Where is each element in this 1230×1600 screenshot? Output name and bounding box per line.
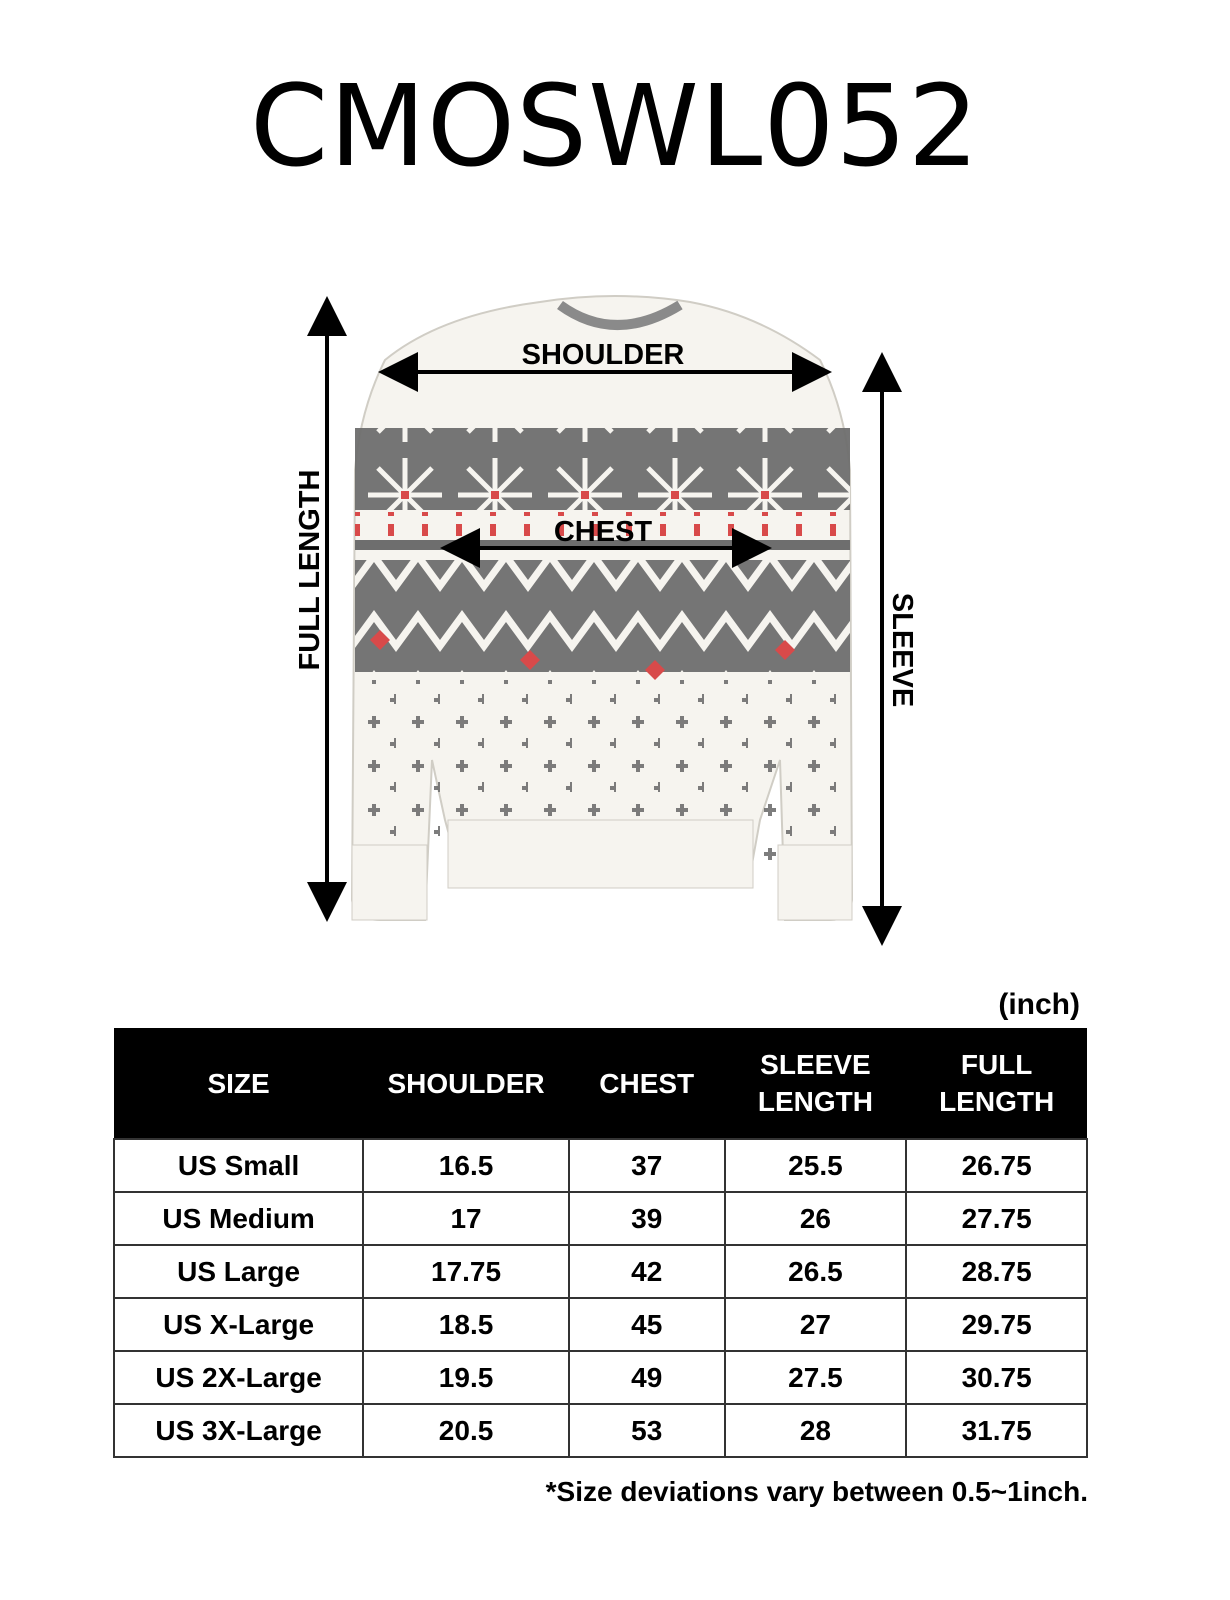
cell-sleeve-length: 28 [725, 1404, 907, 1457]
full-length-label: FULL LENGTH [294, 469, 326, 671]
cell-shoulder: 19.5 [363, 1351, 569, 1404]
header-size: SIZE [114, 1028, 363, 1139]
left-cuff [352, 845, 427, 920]
cell-size: US X-Large [114, 1298, 363, 1351]
sweater-illustration [352, 296, 852, 920]
table-row [114, 1298, 1087, 1351]
header-chest: CHEST [569, 1028, 725, 1139]
cell-full-length: 29.75 [906, 1298, 1087, 1351]
table-row [114, 1245, 1087, 1298]
product-code-title: CMOSWL052 [250, 62, 980, 192]
table-header-row [114, 1028, 1087, 1139]
cell-chest: 42 [569, 1245, 725, 1298]
cell-shoulder: 17.75 [363, 1245, 569, 1298]
cell-sleeve-length: 25.5 [725, 1139, 907, 1192]
chest-label: CHEST [553, 516, 653, 548]
cell-chest: 37 [569, 1139, 725, 1192]
cell-shoulder: 17 [363, 1192, 569, 1245]
cell-size: US Small [114, 1139, 363, 1192]
table-row [114, 1139, 1087, 1192]
size-deviation-note: *Size deviations vary between 0.5~1inch. [545, 1476, 1088, 1507]
cell-sleeve-length: 26 [725, 1192, 907, 1245]
cell-size: US Large [114, 1245, 363, 1298]
cell-size: US 2X-Large [114, 1351, 363, 1404]
cell-sleeve-length: 27 [725, 1298, 907, 1351]
size-chart-table [113, 1028, 1088, 1458]
hem-rib [448, 820, 753, 888]
header-sleeve-length: SLEEVE LENGTH [725, 1028, 907, 1139]
cell-size: US Medium [114, 1192, 363, 1245]
table-row [114, 1192, 1087, 1245]
cell-full-length: 30.75 [906, 1351, 1087, 1404]
cell-size: US 3X-Large [114, 1404, 363, 1457]
cell-shoulder: 16.5 [363, 1139, 569, 1192]
table-row [114, 1404, 1087, 1457]
header-shoulder: SHOULDER [363, 1028, 569, 1139]
right-cuff [778, 845, 852, 920]
cell-chest: 45 [569, 1298, 725, 1351]
cell-chest: 53 [569, 1404, 725, 1457]
cell-full-length: 28.75 [906, 1245, 1087, 1298]
header-full-length: FULL LENGTH [906, 1028, 1087, 1139]
cell-chest: 49 [569, 1351, 725, 1404]
table-row [114, 1351, 1087, 1404]
unit-label: (inch) [998, 988, 1080, 1021]
shoulder-label: SHOULDER [521, 339, 685, 371]
cell-full-length: 26.75 [906, 1139, 1087, 1192]
cell-full-length: 31.75 [906, 1404, 1087, 1457]
cell-chest: 39 [569, 1192, 725, 1245]
sleeve-label: SLEEVE [886, 592, 918, 708]
cell-sleeve-length: 26.5 [725, 1245, 907, 1298]
cell-shoulder: 18.5 [363, 1298, 569, 1351]
cell-sleeve-length: 27.5 [725, 1351, 907, 1404]
cell-full-length: 27.75 [906, 1192, 1087, 1245]
cell-shoulder: 20.5 [363, 1404, 569, 1457]
